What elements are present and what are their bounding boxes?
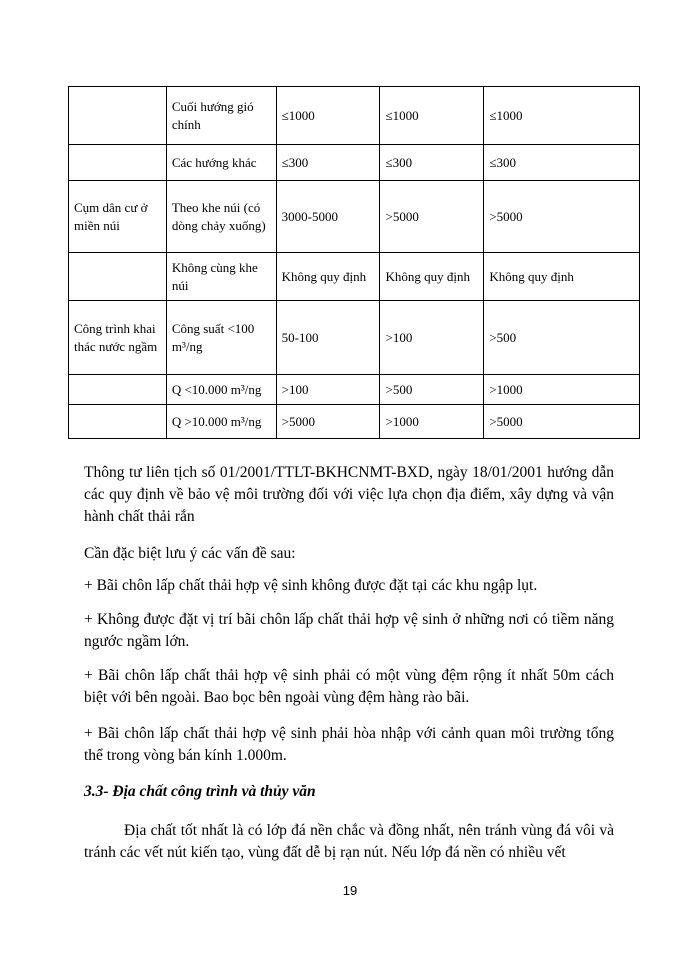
note-intro: Cần đặc biệt lưu ý các vấn đề sau: — [84, 545, 296, 562]
table-cell-value: ≤300 — [380, 145, 484, 181]
table-row — [69, 181, 640, 253]
table-cell-condition: Q <10.000 m³/ng — [166, 375, 276, 405]
circular-reference: Thông tư liên tịch số 01/2001/TTLT-BKHCNMT-BXD, ngày 18/01/2001 hướng dẫn các quy định về bảo vệ môi trường đối với việc lựa chọn địa điểm, xây dựng và vận hành chất thải rắn — [84, 464, 614, 525]
table-cell-value: >1000 — [380, 405, 484, 439]
page-number: 19 — [342, 883, 358, 898]
table-cell-group — [69, 145, 167, 181]
table-cell-value: 50-100 — [276, 301, 380, 375]
table-cell-value: Không quy định — [276, 253, 380, 301]
table-row — [69, 253, 640, 301]
distance-table — [68, 86, 640, 439]
table-cell-value: >100 — [276, 375, 380, 405]
table-cell-value: ≤1000 — [484, 87, 640, 145]
table-cell-condition: Cuối hướng gió chính — [166, 87, 276, 145]
table-cell-value: >5000 — [380, 181, 484, 253]
table-cell-value: >5000 — [484, 181, 640, 253]
section-heading: 3.3- Địa chất công trình và thủy văn — [84, 783, 316, 800]
table-row — [69, 375, 640, 405]
table-cell-condition: Theo khe núi (có dòng chảy xuống) — [166, 181, 276, 253]
table-cell-condition: Q >10.000 m³/ng — [166, 405, 276, 439]
table-cell-value: ≤300 — [276, 145, 380, 181]
bullet-item: + Không được đặt vị trí bãi chôn lấp chất thải hợp vệ sinh ở những nơi có tiềm năng ngước ngầm lớn. — [84, 611, 614, 650]
table-cell-group — [69, 253, 167, 301]
table-cell-value: >500 — [484, 301, 640, 375]
table-cell-value: >100 — [380, 301, 484, 375]
table-cell-group — [69, 87, 167, 145]
body-paragraph: Địa chất tốt nhất là có lớp đá nền chắc và đồng nhất, nên tránh vùng đá vôi và tránh các vết nút kiến tạo, vùng đất dễ bị rạn nút. Nếu lớp đá nền có nhiều vết — [84, 822, 614, 861]
table-cell-group: Cụm dân cư ở miền núi — [69, 181, 167, 253]
table-cell-value: ≤300 — [484, 145, 640, 181]
table-row — [69, 301, 640, 375]
table-row — [69, 405, 640, 439]
table-row — [69, 87, 640, 145]
table-cell-value: ≤1000 — [276, 87, 380, 145]
table-cell-value: ≤1000 — [380, 87, 484, 145]
table-cell-value: >5000 — [484, 405, 640, 439]
table-cell-condition: Công suất <100 m³/ng — [166, 301, 276, 375]
table-cell-value: Không quy định — [484, 253, 640, 301]
bullet-item: + Bãi chôn lấp chất thải hợp vệ sinh không được đặt tại các khu ngập lụt. — [84, 577, 538, 594]
table-cell-value: Không quy định — [380, 253, 484, 301]
table-cell-group — [69, 405, 167, 439]
bullet-item: + Bãi chôn lấp chất thải hợp vệ sinh phải có một vùng đệm rộng ít nhất 50m cách biệt với bên ngoài. Bao bọc bên ngoài vùng đệm hàng rào bãi. — [84, 667, 614, 706]
bullet-item: + Bãi chôn lấp chất thải hợp vệ sinh phải hòa nhập với cảnh quan môi trường tổng thể trong vòng bán kính 1.000m. — [84, 725, 614, 764]
table-cell-value: >500 — [380, 375, 484, 405]
table-row — [69, 145, 640, 181]
table-cell-value: >1000 — [484, 375, 640, 405]
table-cell-condition: Không cùng khe núi — [166, 253, 276, 301]
table-cell-value: >5000 — [276, 405, 380, 439]
table-cell-group — [69, 375, 167, 405]
table-cell-condition: Các hướng khác — [166, 145, 276, 181]
table-cell-value: 3000-5000 — [276, 181, 380, 253]
table-cell-group: Công trình khai thác nước ngầm — [69, 301, 167, 375]
